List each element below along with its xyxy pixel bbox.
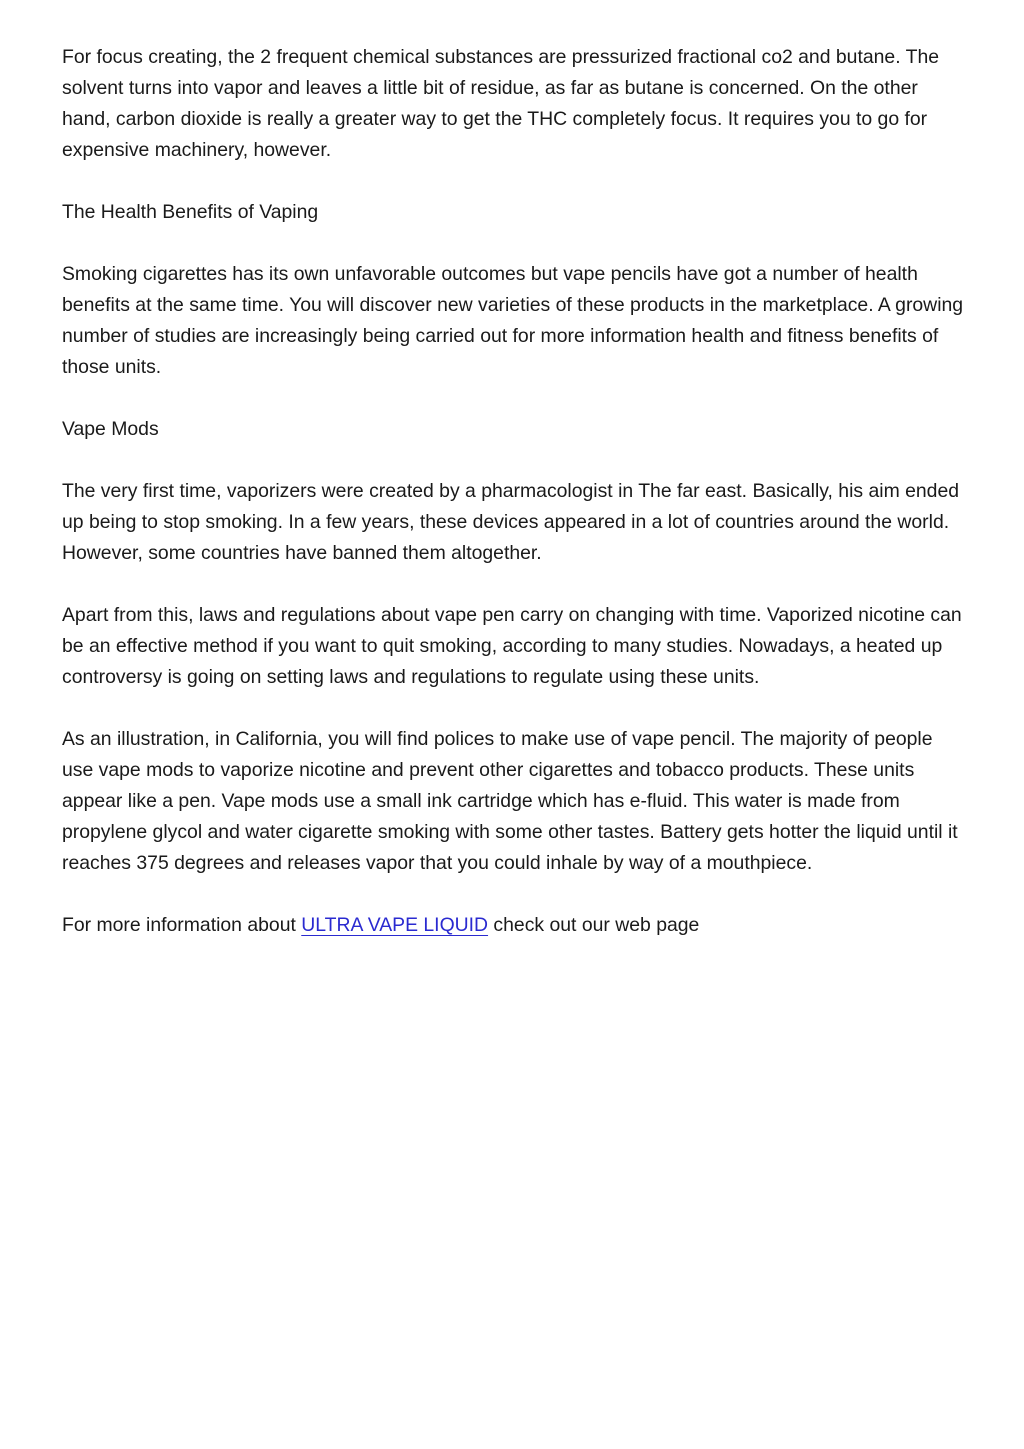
paragraph-vaporizers-history: The very first time, vaporizers were created by a pharmacologist in The far east. Basically, his aim ended up being to stop smoking. In a few years, these devices appeared in a lot of countries around the world. However, some countries have banned them altogether. (62, 480, 960, 564)
paragraph-california-illustration: As an illustration, in California, you will find polices to make use of vape pencil. The majority of people use vape mods to vaporize nicotine and prevent other cigarettes and tobacco products. These units appear like a pen. Vape mods use a small ink cartridge which has e-fluid. This water is made from propylene glycol and water cigarette smoking with some other tastes. Battery gets hotter the liquid until it reaches 375 degrees and releases vapor that you could inhale by way of a mouthpiece. (62, 728, 958, 874)
paragraph-more-information (62, 910, 967, 941)
document-body (62, 0, 967, 972)
paragraph-laws-regulations: Apart from this, laws and regulations about vape pen carry on changing with time. Vaporized nicotine can be an effective method if you want to quit smoking, according to many studies. Nowadays, a heated up controversy is going on setting laws and regulations to regulate using these units. (62, 604, 962, 688)
cta-prefix: For more information about (62, 914, 302, 936)
heading-health-benefits: The Health Benefits of Vaping (62, 201, 319, 223)
heading-vape-mods: Vape Mods (62, 418, 159, 440)
cta-suffix: check out our web page (488, 914, 700, 936)
paragraph-smoking-cigarettes: Smoking cigarettes has its own unfavorable outcomes but vape pencils have got a number of health benefits at the same time. You will discover new varieties of these products in the marketplace. A growing number of studies are increasingly being carried out for more information health and fitness benefits of those units. (62, 263, 964, 378)
paragraph-focus-creating: For focus creating, the 2 frequent chemical substances are pressurized fractional co2 and butane. The solvent turns into vapor and leaves a little bit of residue, as far as butane is concerned. On the other hand, carbon dioxide is really a greater way to get the THC completely focus. It requires you to go for expensive machinery, however. (62, 46, 940, 161)
ultra-vape-liquid-link[interactable]: ULTRA VAPE LIQUID (301, 914, 489, 936)
